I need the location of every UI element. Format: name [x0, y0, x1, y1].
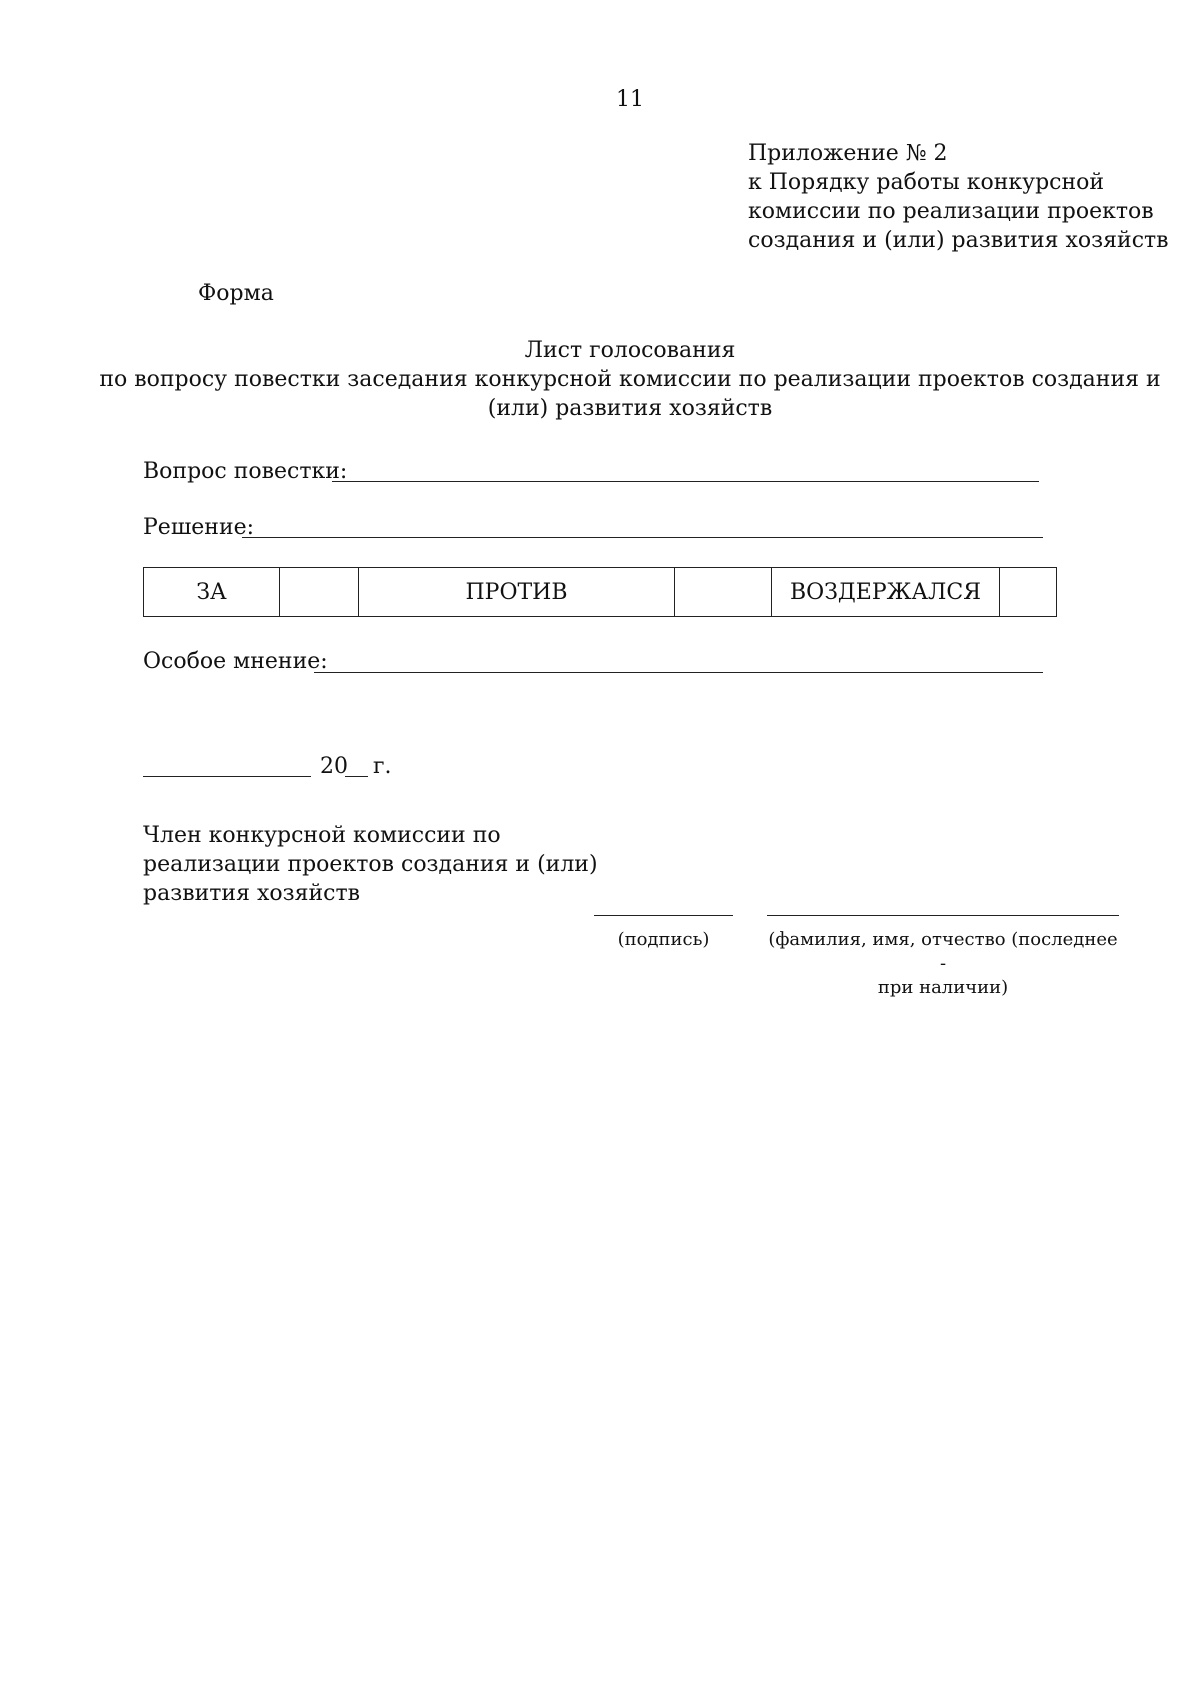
vote-table	[143, 567, 1057, 617]
date-day-month-field[interactable]	[143, 776, 311, 777]
full-name-caption-line: (фамилия, имя, отчество (последнее -	[768, 929, 1118, 974]
date-year-field[interactable]	[345, 776, 368, 777]
vote-against-label: ПРОТИВ	[359, 568, 675, 617]
signature-field[interactable]	[594, 915, 733, 916]
vote-for-box[interactable]	[280, 568, 359, 617]
decision-label: Решение:	[143, 515, 255, 540]
title-line: (или) развития хозяйств	[487, 396, 773, 421]
document-title	[0, 336, 1200, 423]
title-line: по вопросу повестки заседания конкурсной комиссии по реализации проектов создания и	[99, 367, 1161, 392]
full-name-caption-line: при наличии)	[877, 977, 1009, 998]
appendix-line: Приложение № 2	[748, 141, 948, 166]
vote-against-box[interactable]	[675, 568, 772, 617]
appendix-line: комиссии по реализации проектов	[748, 199, 1154, 224]
agenda-question-field[interactable]	[332, 481, 1039, 482]
appendix-line: к Порядку работы конкурсной	[748, 170, 1105, 195]
member-line: реализации проектов создания и (или)	[143, 852, 598, 877]
vote-abstained-box[interactable]	[1000, 568, 1057, 617]
signature-caption: (подпись)	[617, 929, 710, 950]
full-name-caption	[767, 928, 1119, 1000]
form-label: Форма	[198, 281, 274, 306]
title-line: Лист голосования	[524, 338, 736, 363]
agenda-question-label: Вопрос повестки:	[143, 459, 348, 484]
vote-abstained-label: ВОЗДЕРЖАЛСЯ	[772, 568, 1000, 617]
special-opinion-field[interactable]	[314, 672, 1043, 673]
special-opinion-label: Особое мнение:	[143, 649, 328, 674]
member-line: развития хозяйств	[143, 881, 361, 906]
appendix-line: создания и (или) развития хозяйств	[748, 228, 1169, 253]
vote-for-label: ЗА	[144, 568, 280, 617]
page-number: 11	[616, 87, 644, 112]
appendix-reference	[748, 139, 1169, 255]
decision-field[interactable]	[242, 537, 1043, 538]
commission-member-label	[143, 821, 598, 908]
member-line: Член конкурсной комиссии по	[143, 823, 501, 848]
full-name-field[interactable]	[767, 915, 1119, 916]
date-year-prefix: 20	[320, 754, 348, 779]
date-year-suffix: г.	[373, 754, 392, 779]
